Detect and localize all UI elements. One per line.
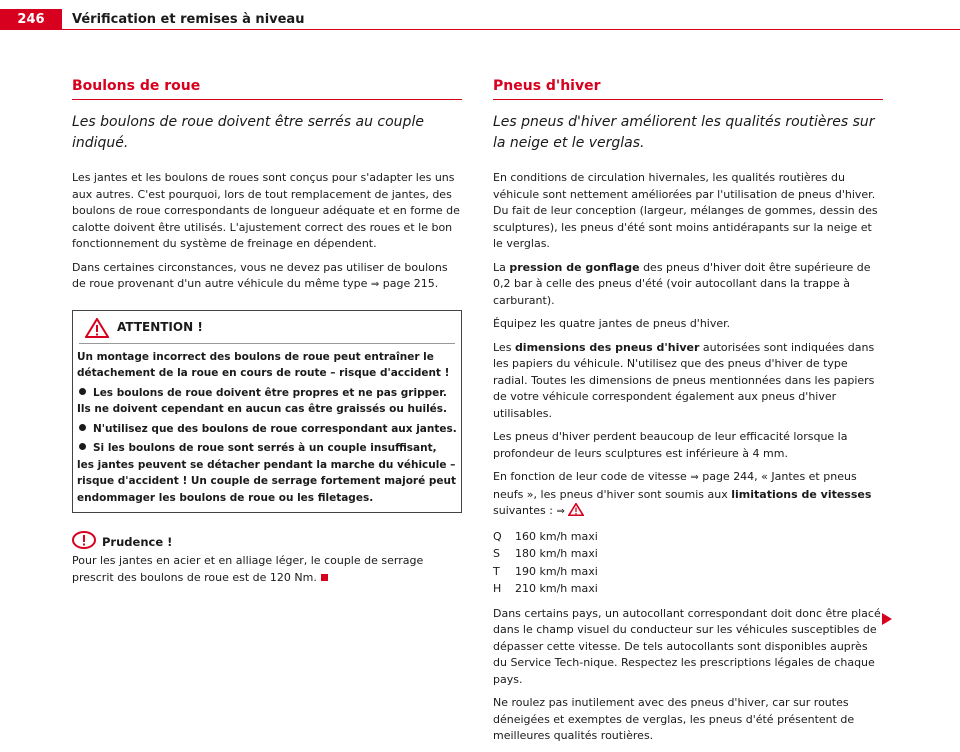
list-item: S 180 km/h maxi (493, 547, 598, 560)
paragraph: Équipez les quatre jantes de pneus d'hiver. (493, 317, 731, 330)
paragraph: Dans certains pays, un autocollant correspondant doit donc être placé dans le champ visuel du conducteur sur les véhicules susceptibles de dépasser cette vitesse. De tels autocollants sont disponibles auprès du Service Tech-nique. Respectez les prescriptions légales de chaque pays. (493, 606, 881, 686)
warning-triangle-icon[interactable] (568, 503, 584, 516)
list-item: T 190 km/h maxi (493, 564, 598, 578)
section-heading-winter-tyres: Pneus d'hiver (493, 78, 883, 100)
paragraph: Dans certaines circonstances, vous ne devez pas utiliser de boulons de roue provenant d'un autre véhicule du même type ⇒ page 215. (72, 260, 448, 290)
speed-limit-list (493, 528, 883, 598)
section-subtitle: Les pneus d'hiver améliorent les qualités routières sur la neige et le verglas. (493, 114, 875, 151)
list-item: Q 160 km/h maxi (493, 529, 598, 543)
next-page-arrow-icon[interactable] (881, 612, 893, 626)
warning-intro: Un montage incorrect des boulons de roue peut entraîner le détachement de la roue en cours de route – risque d'accident ! (77, 350, 450, 379)
paragraph: Les jantes et les boulons de roues sont conçus pour s'adapter les uns aux autres. C'est pourquoi, lors de tout remplacement de jantes, des boulons de roue correspondants de longueur adéquate et en forme de calotte doivent être utilisés. L'ajustement correct des roues et le bon fonctionnement du système de freinage en dépendent. (72, 171, 460, 250)
paragraph: Ne roulez pas inutilement avec des pneus d'hiver, car sur routes déneigées et exemptes de verglas, les pneus d'été présentent de meilleures qualités routières. (493, 696, 855, 742)
caution-header (72, 531, 462, 553)
paragraph: En conditions de circulation hivernales, les qualités routières du véhicule sont nettement améliorées par l'utilisation de pneus d'hiver. Du fait de leur conception (largeur, mélanges de gommes, dessin des sculptures), les pneus d'été sont moins antidérapants sur la neige et le verglas. (493, 171, 878, 250)
section-subtitle: Les boulons de roue doivent être serrés au couple indiqué. (72, 114, 424, 151)
cross-reference-arrow-icon: ⇒ (556, 506, 565, 517)
warning-box (72, 310, 462, 514)
left-column (72, 78, 462, 593)
caution-text: Pour les jantes en acier et en alliage léger, le couple de serrage prescrit des boulons de roue est de 120 Nm. (72, 554, 424, 584)
warning-title: ATTENTION ! (117, 319, 203, 334)
page-reference-link[interactable]: page 244, « Jantes et pneus neufs », les pneus d'hiver sont soumis aux (493, 470, 857, 501)
right-column (493, 78, 883, 752)
page-header (0, 0, 960, 30)
page-number: 246 (0, 9, 62, 30)
caution-exclamation-icon (72, 531, 96, 549)
warning-bullet: Les boulons de roue doivent être propres et ne pas gripper. Ils ne doivent cependant en aucun cas être graissés ou huilés. (77, 386, 448, 415)
caution-note (72, 531, 462, 586)
chapter-title: Vérification et remises à niveau (72, 12, 305, 27)
bullet-icon (79, 388, 86, 395)
warning-header (79, 311, 455, 344)
cross-reference-arrow-icon: ⇒ (690, 472, 699, 483)
paragraph: Les pneus d'hiver perdent beaucoup de leur efficacité lorsque la profondeur de leurs sculptures est inférieure à 4 mm. (493, 430, 848, 460)
end-of-section-icon (321, 574, 328, 581)
header-divider (0, 29, 960, 30)
paragraph: Les dimensions des pneus d'hiver autorisées sont indiquées dans les papiers du véhicule. N'utilisez que des pneus d'hiver de type radial. Toutes les dimensions de pneus mentionnées dans les papiers de votre véhicule correspondent également aux pneus d'hiver utilisables. (493, 340, 875, 420)
cross-reference-arrow-icon: ⇒ (370, 279, 380, 290)
warning-bullet: Si les boulons de roue sont serrés à un couple insuffisant, les jantes peuvent se détacher pendant la marche du véhicule – risque d'accident ! Un couple de serrage fortement majoré peut endommager les boulons de roue ou les filetages. (77, 442, 456, 504)
warning-triangle-icon (85, 318, 109, 338)
paragraph: En fonction de leur code de vitesse ⇒ page 244, « Jantes et pneus neufs », les pneus d'hiver sont soumis aux limitations de vitesses suivantes : ⇒ (493, 470, 872, 517)
caution-title: Prudence ! (102, 535, 173, 549)
warning-bullet: N'utilisez que des boulons de roue correspondant aux jantes. (77, 421, 457, 438)
paragraph: La pression de gonflage des pneus d'hiver doit être supérieure de 0,2 bar à celle des pneus d'été (voir autocollant dans la trappe à carburant). (493, 260, 871, 307)
warning-body (73, 344, 461, 513)
page-reference-link[interactable]: page 215. (382, 277, 439, 290)
section-heading-wheel-bolts: Boulons de roue (72, 78, 462, 100)
list-item: H 210 km/h maxi (493, 582, 598, 595)
bullet-icon (79, 424, 86, 431)
bullet-icon (79, 443, 86, 450)
